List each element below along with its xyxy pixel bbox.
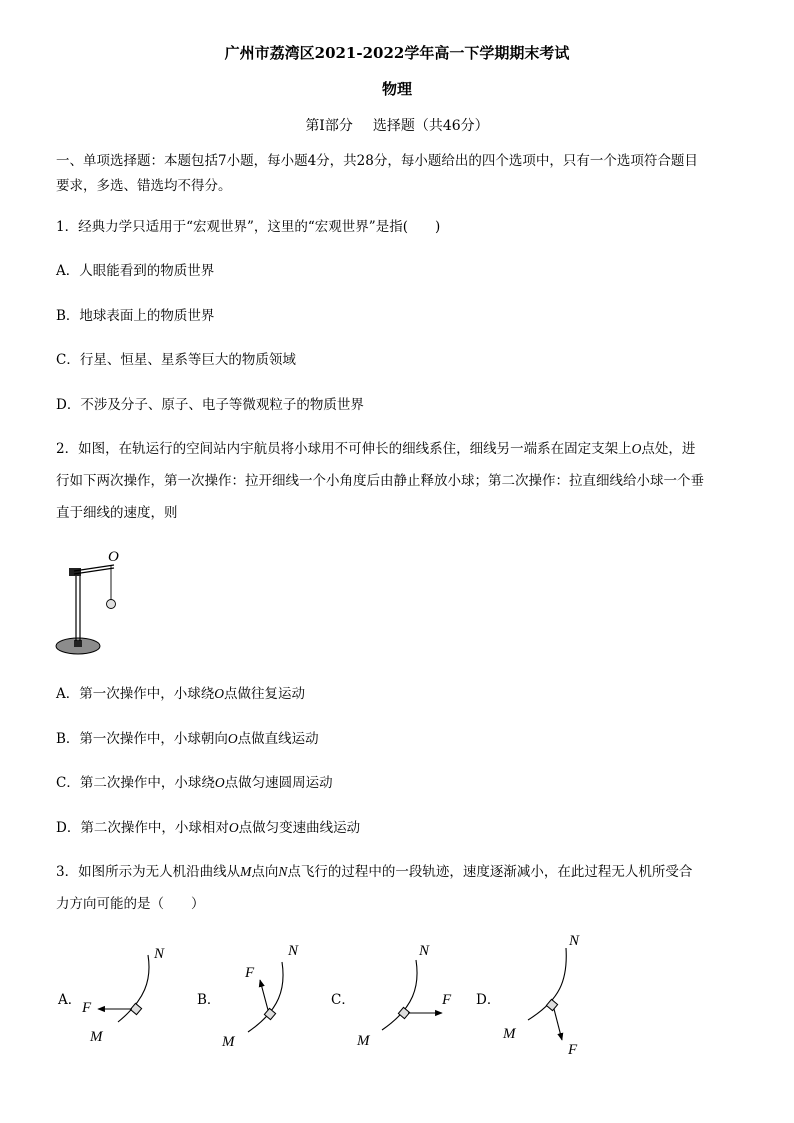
q2-stem-line3: 直于细线的速度，则 bbox=[56, 505, 178, 521]
q3-diagrams bbox=[0, 925, 794, 1065]
q2-option-a: A．第一次操作中，小球绕O点做往复运动 bbox=[56, 686, 305, 702]
q3-diagram-a bbox=[81, 946, 165, 1045]
label-m-c: M bbox=[357, 1033, 370, 1049]
q1-option-b: B．地球表面上的物质世界 bbox=[56, 308, 215, 324]
stand-foot bbox=[74, 640, 82, 647]
label-f-a: F bbox=[82, 1000, 92, 1016]
pendulum-ball bbox=[107, 600, 116, 609]
q3-option-d-letter: D． bbox=[476, 992, 501, 1008]
q2-option-b: B．第一次操作中，小球朝向O点做直线运动 bbox=[56, 731, 319, 747]
part-label: 第Ⅰ部分 bbox=[305, 118, 353, 134]
q2-stem-line1: 2．如图，在轨运行的空间站内宇航员将小球用不可伸长的细线系住，细线另一端系在固定支架上O点处，进 bbox=[56, 441, 696, 457]
force-arrow-b bbox=[260, 980, 268, 1010]
q3-diagram-b bbox=[221, 943, 299, 1050]
label-m-d: M bbox=[503, 1026, 516, 1042]
subject-title: 物理 bbox=[381, 80, 412, 98]
exam-title: 广州市荔湾区2021-2022学年高一下学期期末考试 bbox=[224, 44, 570, 62]
q1-option-c: C．行星、恒星、星系等巨大的物质领域 bbox=[56, 352, 296, 368]
label-f-b: F bbox=[245, 965, 255, 981]
point-o-label: O bbox=[108, 549, 119, 565]
q3-stem-line1: 3．如图所示为无人机沿曲线从M点向N点飞行的过程中的一段轨迹，速度逐渐减小，在此过程无人机所受合 bbox=[56, 864, 693, 880]
q3-option-c-letter: C． bbox=[331, 992, 355, 1008]
q2-stem-line2: 行如下两次操作，第一次操作：拉开细线一个小角度后由静止释放小球；第二次操作：拉直细线给小球一个垂 bbox=[56, 473, 704, 489]
label-n-b: N bbox=[288, 943, 299, 959]
trajectory-curve-c bbox=[382, 960, 417, 1030]
drone-b bbox=[264, 1008, 275, 1019]
drone-a bbox=[130, 1003, 141, 1014]
label-f-c: F bbox=[442, 992, 452, 1008]
label-n-d: N bbox=[569, 933, 580, 949]
q3-option-a-letter: A． bbox=[58, 992, 82, 1008]
q2-option-c: C．第二次操作中，小球绕O点做匀速圆周运动 bbox=[56, 775, 333, 791]
q2-stand-figure bbox=[52, 545, 132, 660]
part-desc: 选择题（共46分） bbox=[372, 118, 489, 134]
label-m-b: M bbox=[222, 1034, 235, 1050]
drone-d bbox=[546, 999, 557, 1010]
trajectory-curve-d bbox=[528, 948, 566, 1020]
force-arrow-d bbox=[554, 1009, 562, 1040]
q1-option-d: D．不涉及分子、原子、电子等微观粒子的物质世界 bbox=[56, 397, 364, 413]
section-instruction-line1: 一、单项选择题：本题包括7小题，每小题4分，共28分，每小题给出的四个选项中，只有一个选项符合题目 bbox=[56, 153, 698, 169]
q3-option-b-letter: B． bbox=[197, 992, 221, 1008]
q2-option-d: D．第二次操作中，小球相对O点做匀变速曲线运动 bbox=[56, 820, 361, 836]
q3-diagram-c bbox=[356, 943, 452, 1049]
q1-option-a: A．人眼能看到的物质世界 bbox=[56, 263, 215, 279]
label-n-a: N bbox=[154, 946, 165, 962]
part-heading bbox=[0, 115, 794, 135]
label-f-d: F bbox=[568, 1042, 578, 1058]
section-instruction-line2: 要求，多选、错选均不得分。 bbox=[56, 178, 232, 194]
stand-clamp bbox=[69, 568, 81, 576]
q3-diagram-d bbox=[502, 933, 580, 1058]
q1-stem: 1．经典力学只适用于“宏观世界”，这里的“宏观世界”是指( ) bbox=[56, 219, 441, 235]
label-m-a: M bbox=[90, 1029, 103, 1045]
label-n-c: N bbox=[419, 943, 430, 959]
q3-stem-line2: 力方向可能的是（ ） bbox=[56, 896, 205, 912]
drone-c bbox=[398, 1007, 409, 1018]
